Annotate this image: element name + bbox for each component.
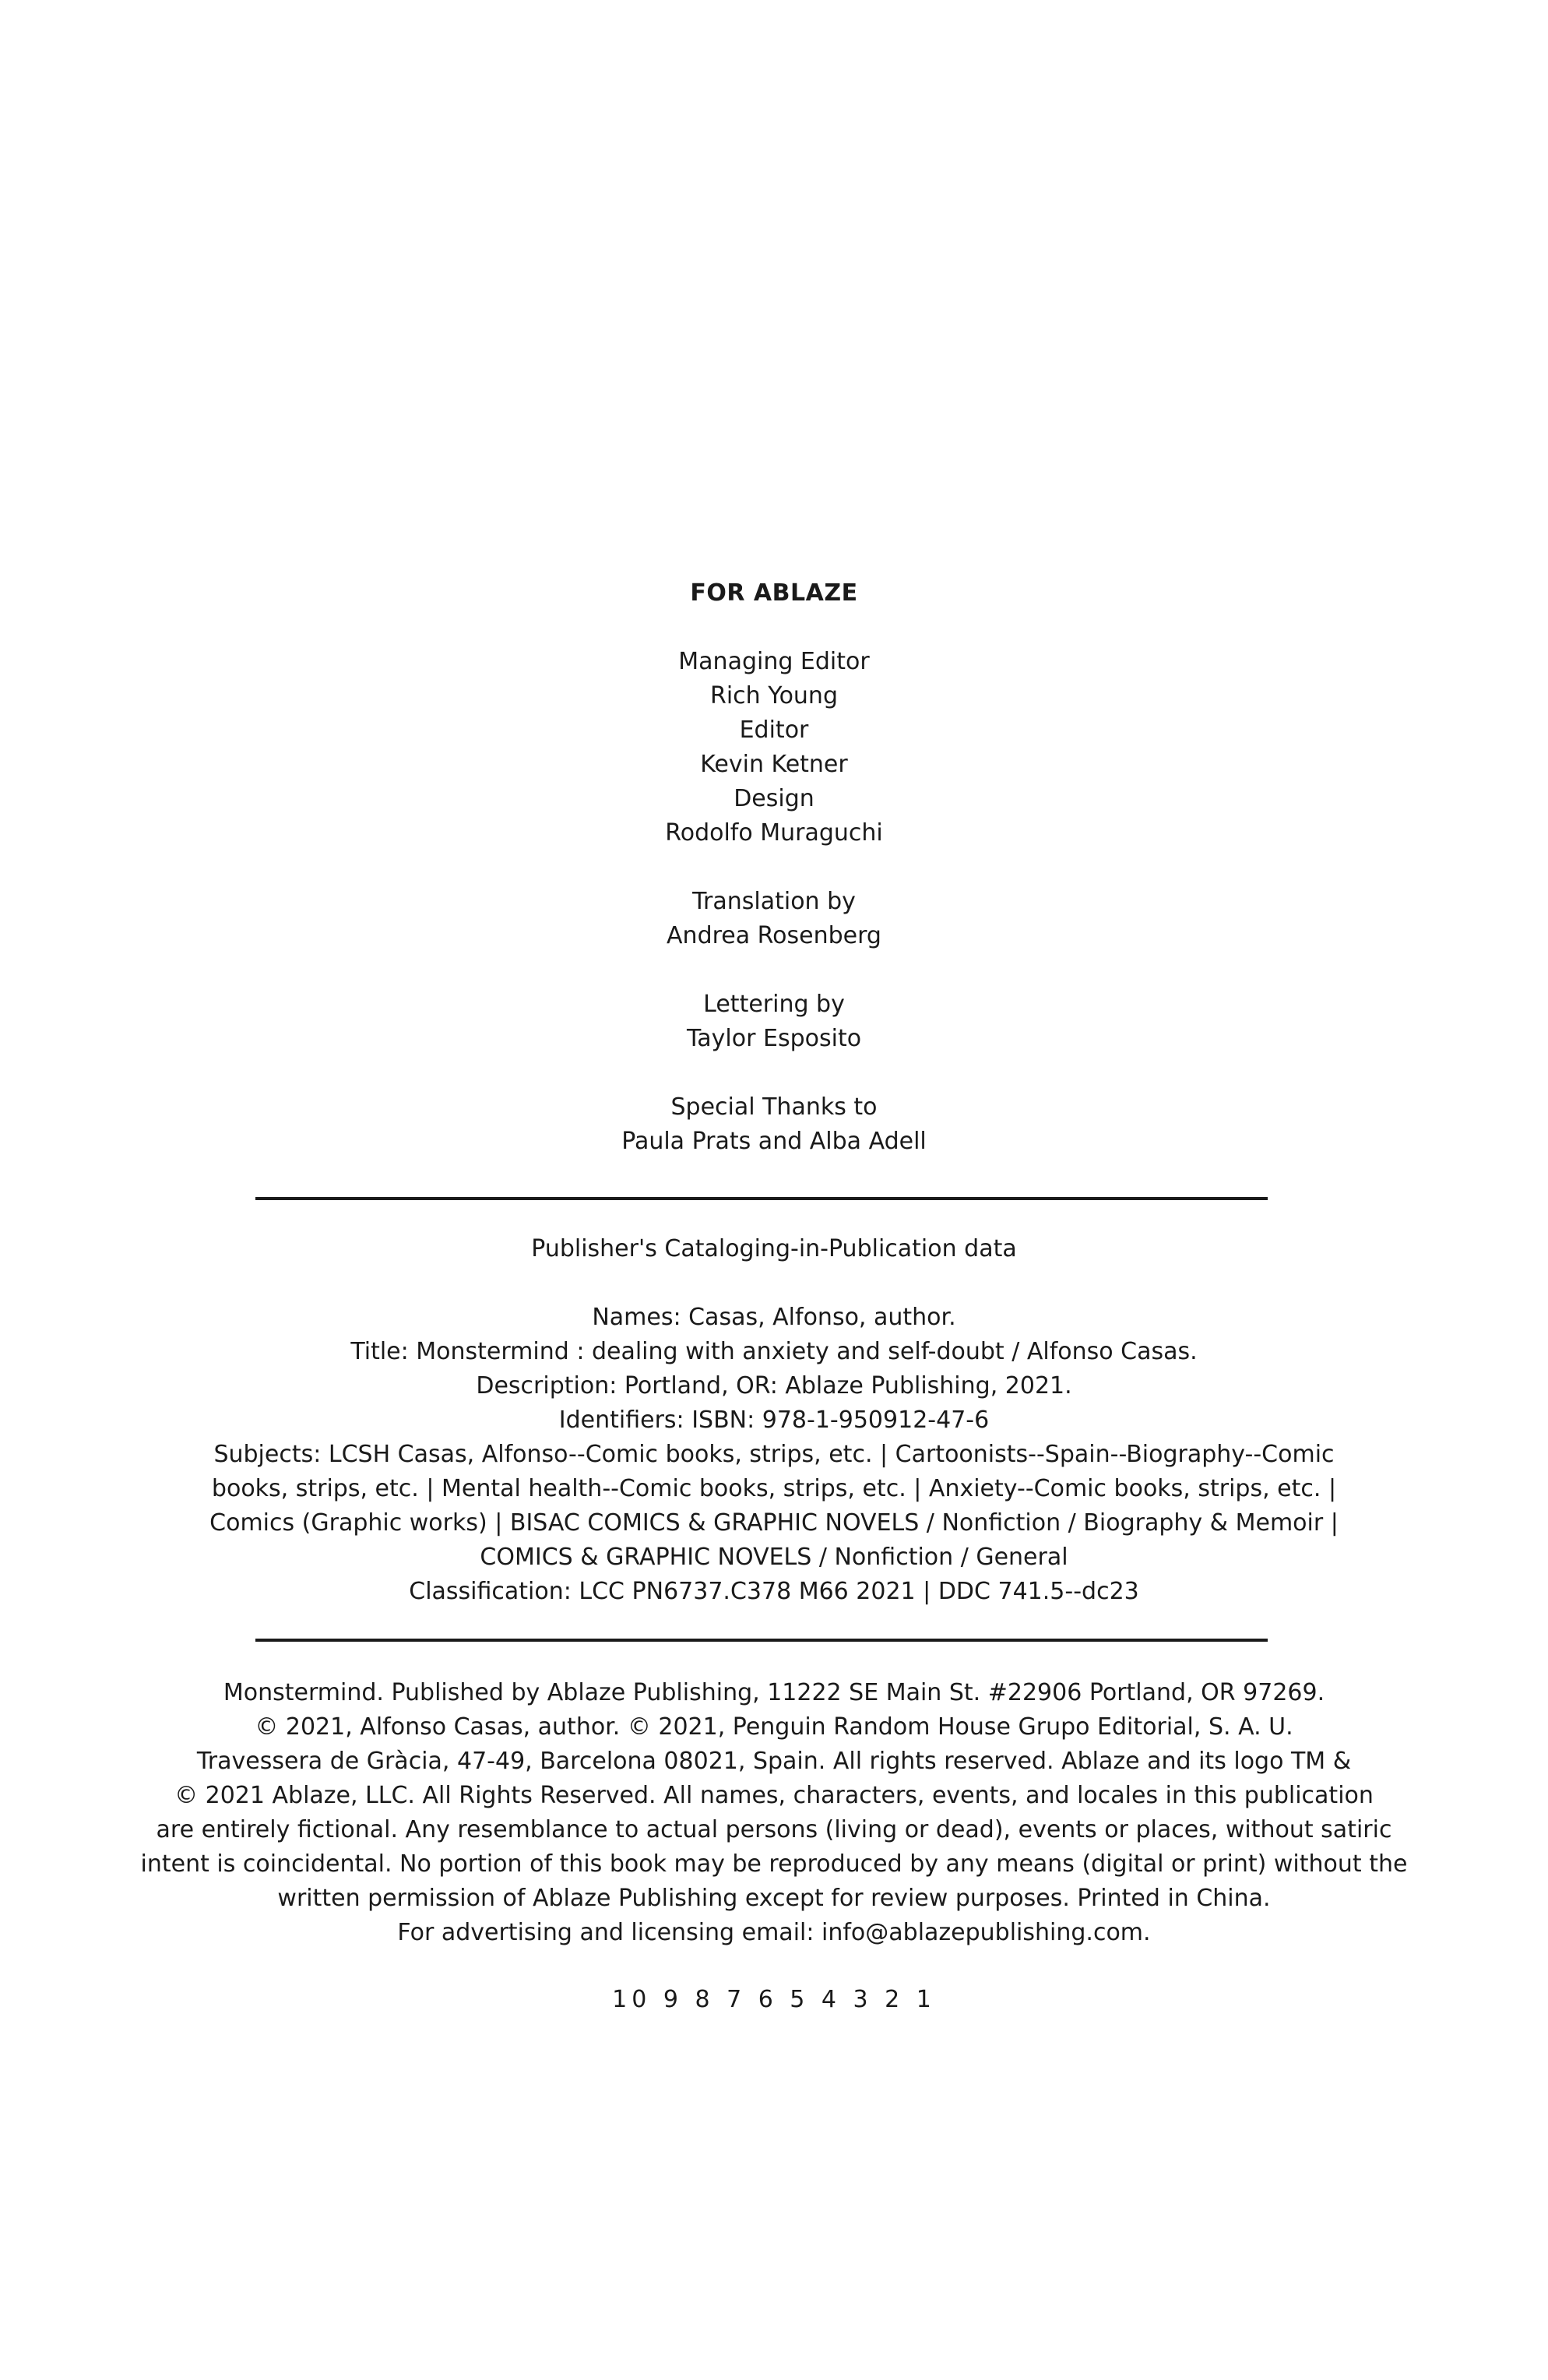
credits-block [0, 576, 1548, 1159]
credit-line: Managing Editor [678, 648, 870, 675]
legal-line: Monstermind. Published by Ablaze Publishing, 11222 SE Main St. #22906 Portland, OR 97269. [223, 1679, 1325, 1706]
credit-line: Lettering by [703, 991, 845, 1018]
cip-line: Identifiers: ISBN: 978-1-950912-47-6 [558, 1407, 990, 1434]
legal-line: For advertising and licensing email: info@ablazepublishing.com. [397, 1919, 1151, 1946]
credit-line: Special Thanks to [670, 1093, 878, 1121]
printing-number-line: 10 9 8 7 6 5 4 3 2 1 [612, 1986, 936, 2013]
credit-line: Paula Prats and Alba Adell [621, 1128, 927, 1155]
credit-line: Design [734, 785, 814, 812]
cataloging-in-publication-block [0, 1232, 1548, 1609]
legal-line: are entirely fictional. Any resemblance to actual persons (living or dead), events or places, without satiric [156, 1816, 1392, 1843]
cip-line: books, strips, etc. | Mental health--Comic books, strips, etc. | Anxiety--Comic books, strips, etc. | [211, 1475, 1337, 1502]
credit-line: Kevin Ketner [700, 751, 848, 778]
credit-group-lettering [0, 988, 1548, 1056]
cip-line: Names: Casas, Alfonso, author. [592, 1304, 956, 1331]
divider-rule [255, 1197, 1268, 1200]
legal-notice-block [0, 1676, 1548, 1950]
credit-line: Translation by [692, 888, 856, 915]
credit-group-staff [0, 645, 1548, 850]
legal-line: © 2021 Ablaze, LLC. All Rights Reserved. All names, characters, events, and locales in this publication [174, 1782, 1374, 1809]
cip-line: Comics (Graphic works) | BISAC COMICS & GRAPHIC NOVELS / Nonfiction / Biography & Memoir | [209, 1509, 1339, 1537]
legal-line: © 2021, Alfonso Casas, author. © 2021, Penguin Random House Grupo Editorial, S. A. U. [255, 1713, 1293, 1741]
cip-line: Title: Monstermind : dealing with anxiety and self-doubt / Alfonso Casas. [350, 1338, 1198, 1365]
credit-line: Andrea Rosenberg [667, 922, 881, 949]
cip-line: Subjects: LCSH Casas, Alfonso--Comic books, strips, etc. | Cartoonists--Spain--Biography--Comic [213, 1441, 1335, 1468]
legal-line: written permission of Ablaze Publishing except for review purposes. Printed in China. [277, 1885, 1271, 1912]
credit-group-thanks [0, 1090, 1548, 1159]
cip-heading: Publisher's Cataloging-in-Publication data [531, 1235, 1017, 1262]
cip-line: Classification: LCC PN6737.C378 M66 2021 | DDC 741.5--dc23 [409, 1578, 1139, 1605]
credit-group-translation [0, 885, 1548, 953]
credit-line: Rich Young [710, 682, 838, 709]
legal-line: Travessera de Gràcia, 47-49, Barcelona 08021, Spain. All rights reserved. Ablaze and its logo TM & [196, 1748, 1352, 1775]
credits-heading: FOR ABLAZE [690, 579, 858, 607]
credit-line: Taylor Esposito [686, 1025, 862, 1052]
divider-rule [255, 1639, 1268, 1642]
credit-line: Editor [739, 716, 809, 744]
legal-line: intent is coincidental. No portion of this book may be reproduced by any means (digital or print) without the [140, 1850, 1408, 1878]
cip-line: COMICS & GRAPHIC NOVELS / Nonfiction / General [480, 1544, 1068, 1571]
cip-line: Description: Portland, OR: Ablaze Publishing, 2021. [476, 1372, 1072, 1399]
credit-line: Rodolfo Muraguchi [665, 819, 883, 847]
